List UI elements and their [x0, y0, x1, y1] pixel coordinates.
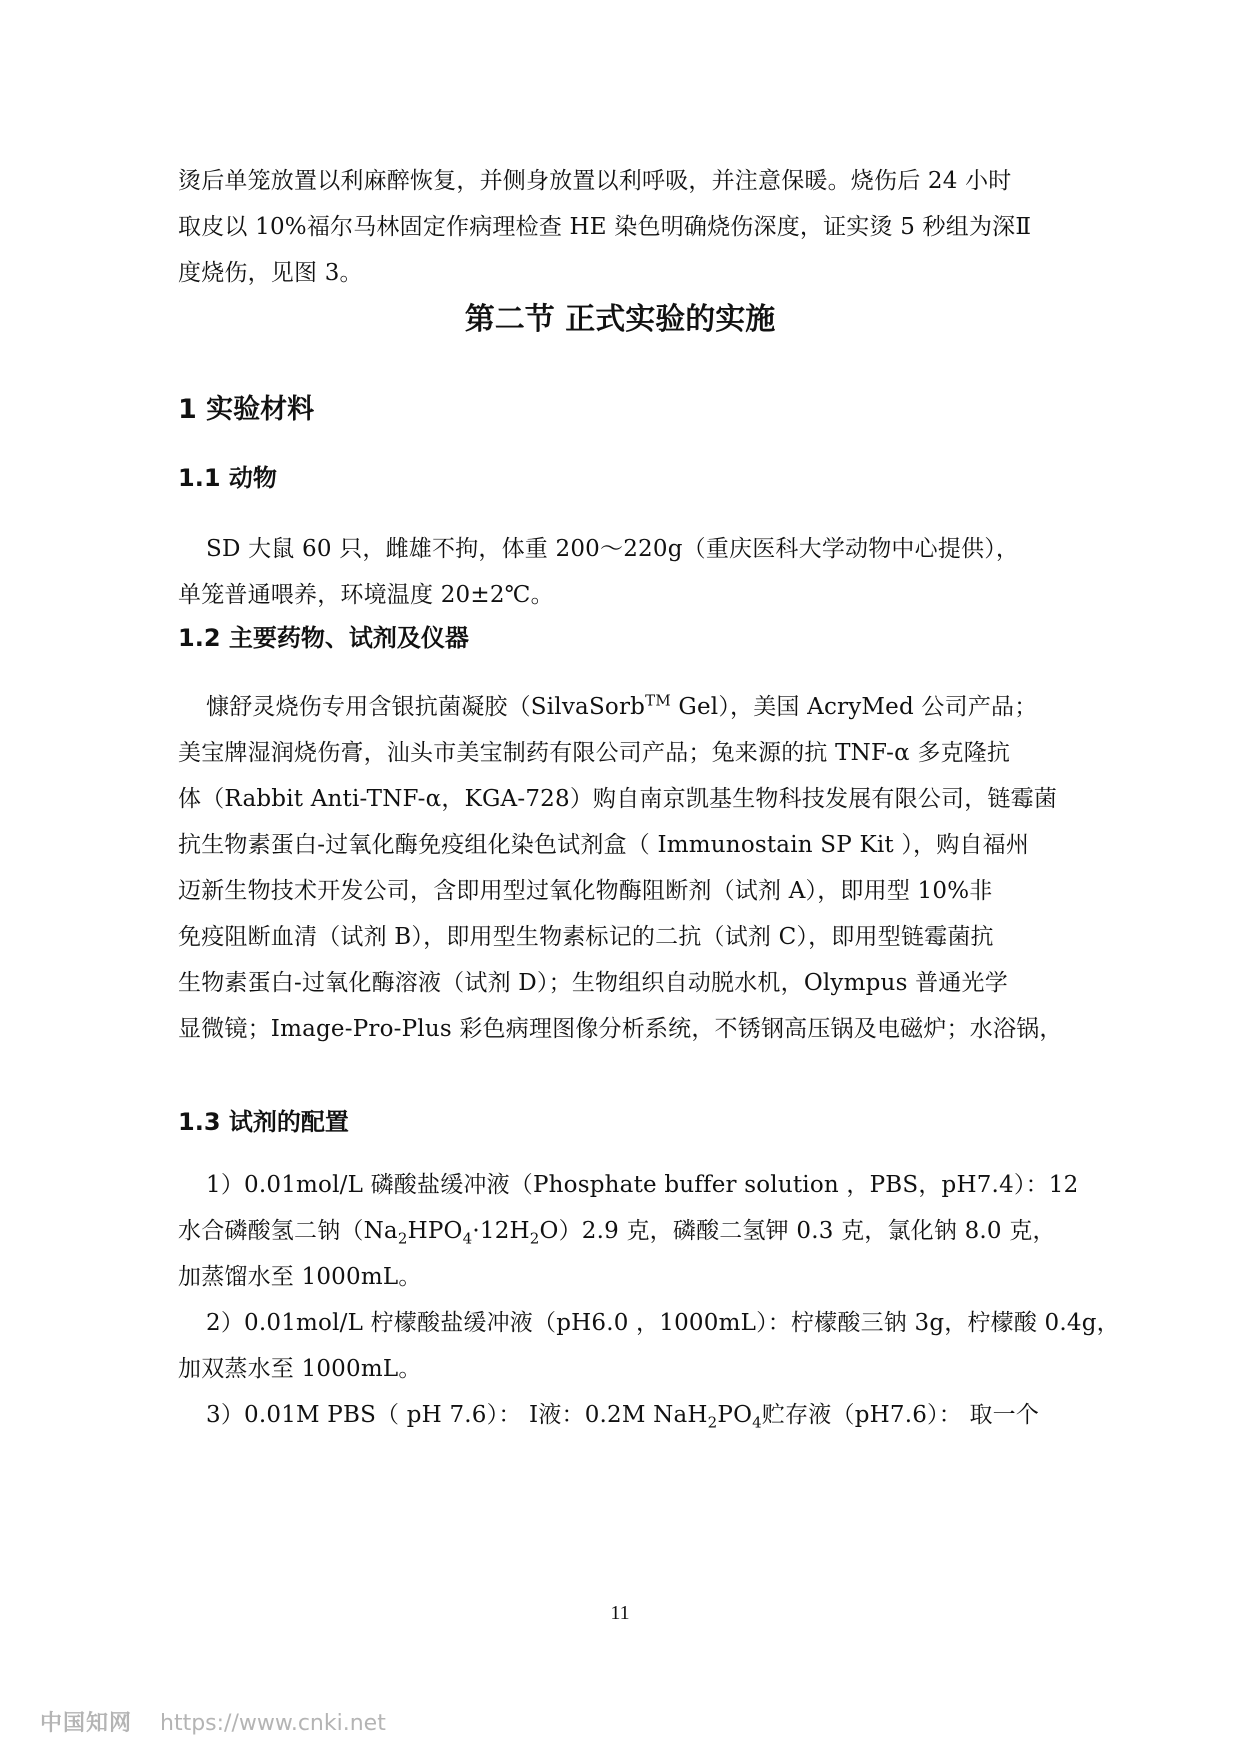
subscript: 2	[707, 1413, 718, 1432]
reagent-1-text-c: ·12H	[472, 1218, 530, 1244]
page-number: 11	[610, 1602, 630, 1624]
trademark-superscript: TM	[645, 691, 671, 710]
drugs-line-3: 体（Rabbit Anti-TNF-α，KGA-728）购自南京凯基生物科技发展有限公司，链霉菌	[178, 786, 1058, 812]
reagent-2-line-2: 加双蒸水至 1000mL。	[178, 1356, 422, 1382]
watermark-brand: 中国知网	[40, 1711, 133, 1736]
intro-line-1: 烫后单笼放置以利麻醉恢复，并侧身放置以利呼吸，并注意保暖。烧伤后 24 小时	[178, 168, 1012, 194]
reagent-3-text-a: 3）0.01M PBS（ pH 7.6）： Ⅰ液：0.2M NaH	[206, 1402, 708, 1428]
watermark-url[interactable]: https://www.cnki.net	[160, 1711, 386, 1736]
animals-line-1: SD 大鼠 60 只，雌雄不拘，体重 200～220g（重庆医科大学动物中心提供），	[206, 536, 1020, 562]
heading-drugs: 1.2 主要药物、试剂及仪器	[178, 624, 469, 652]
section-title: 第二节 正式实验的实施	[464, 302, 776, 337]
intro-line-3: 度烧伤，见图 3。	[178, 260, 363, 286]
drugs-line-1-text: 慷舒灵烧伤专用含银抗菌凝胶（SilvaSorb	[206, 694, 646, 720]
reagent-1-line-3: 加蒸馏水至 1000mL。	[178, 1264, 422, 1290]
drugs-line-7: 生物素蛋白-过氧化酶溶液（试剂 D）；生物组织自动脱水机，Olympus 普通光学	[178, 970, 1008, 996]
subscript: 2	[397, 1229, 408, 1248]
cnki-watermark	[40, 1706, 386, 1737]
heading-animals: 1.1 动物	[178, 464, 277, 492]
heading-materials: 1 实验材料	[178, 394, 315, 425]
drugs-line-8: 显微镜；Image-Pro-Plus 彩色病理图像分析系统，不锈钢高压锅及电磁炉；水浴锅，	[178, 1016, 1063, 1042]
reagent-1-line-1: 1）0.01mol/L 磷酸盐缓冲液（Phosphate buffer solution ，PBS，pH7.4）：12	[206, 1172, 1079, 1198]
reagent-1-text-b: HPO	[407, 1218, 463, 1244]
reagent-2-line-1: 2）0.01mol/L 柠檬酸盐缓冲液（pH6.0 ，1000mL）：柠檬酸三钠 3g，柠檬酸 0.4g，	[206, 1310, 1120, 1336]
reagent-1-line-2	[178, 1216, 1068, 1246]
subscript: 4	[752, 1413, 762, 1432]
reagent-1-text-d: O）2.9 克，磷酸二氢钾 0.3 克，氯化钠 8.0 克，	[539, 1218, 1056, 1244]
drugs-line-6: 免疫阻断血清（试剂 B），即用型生物素标记的二抗（试剂 C），即用型链霉菌抗	[178, 924, 994, 950]
intro-line-2: 取皮以 10%福尔马林固定作病理检查 HE 染色明确烧伤深度，证实烫 5 秒组为深Ⅱ	[178, 214, 1032, 240]
subscript: 2	[529, 1229, 540, 1248]
drugs-line-4: 抗生物素蛋白-过氧化酶免疫组化染色试剂盒（ Immunostain SP Kit ），购自福州	[178, 832, 1030, 858]
heading-reagents: 1.3 试剂的配置	[178, 1108, 349, 1136]
reagent-1-text-a: 水合磷酸氢二钠（Na	[178, 1218, 398, 1244]
reagent-3-line-1	[206, 1400, 1068, 1430]
drugs-line-2: 美宝牌湿润烧伤膏，汕头市美宝制药有限公司产品；兔来源的抗 TNF-α 多克隆抗	[178, 740, 1011, 766]
drugs-line-1-tail: Gel），美国 AcryMed 公司产品；	[670, 694, 1038, 720]
drugs-line-5: 迈新生物技术开发公司，含即用型过氧化物酶阻断剂（试剂 A），即用型 10%非	[178, 878, 993, 904]
reagent-3-text-c: 贮存液（pH7.6）： 取一个	[761, 1402, 1040, 1428]
subscript: 4	[462, 1229, 473, 1248]
animals-line-2: 单笼普通喂养，环境温度 20±2℃。	[178, 582, 554, 608]
reagent-3-text-b: PO	[717, 1402, 753, 1428]
drugs-line-1	[206, 692, 1068, 722]
